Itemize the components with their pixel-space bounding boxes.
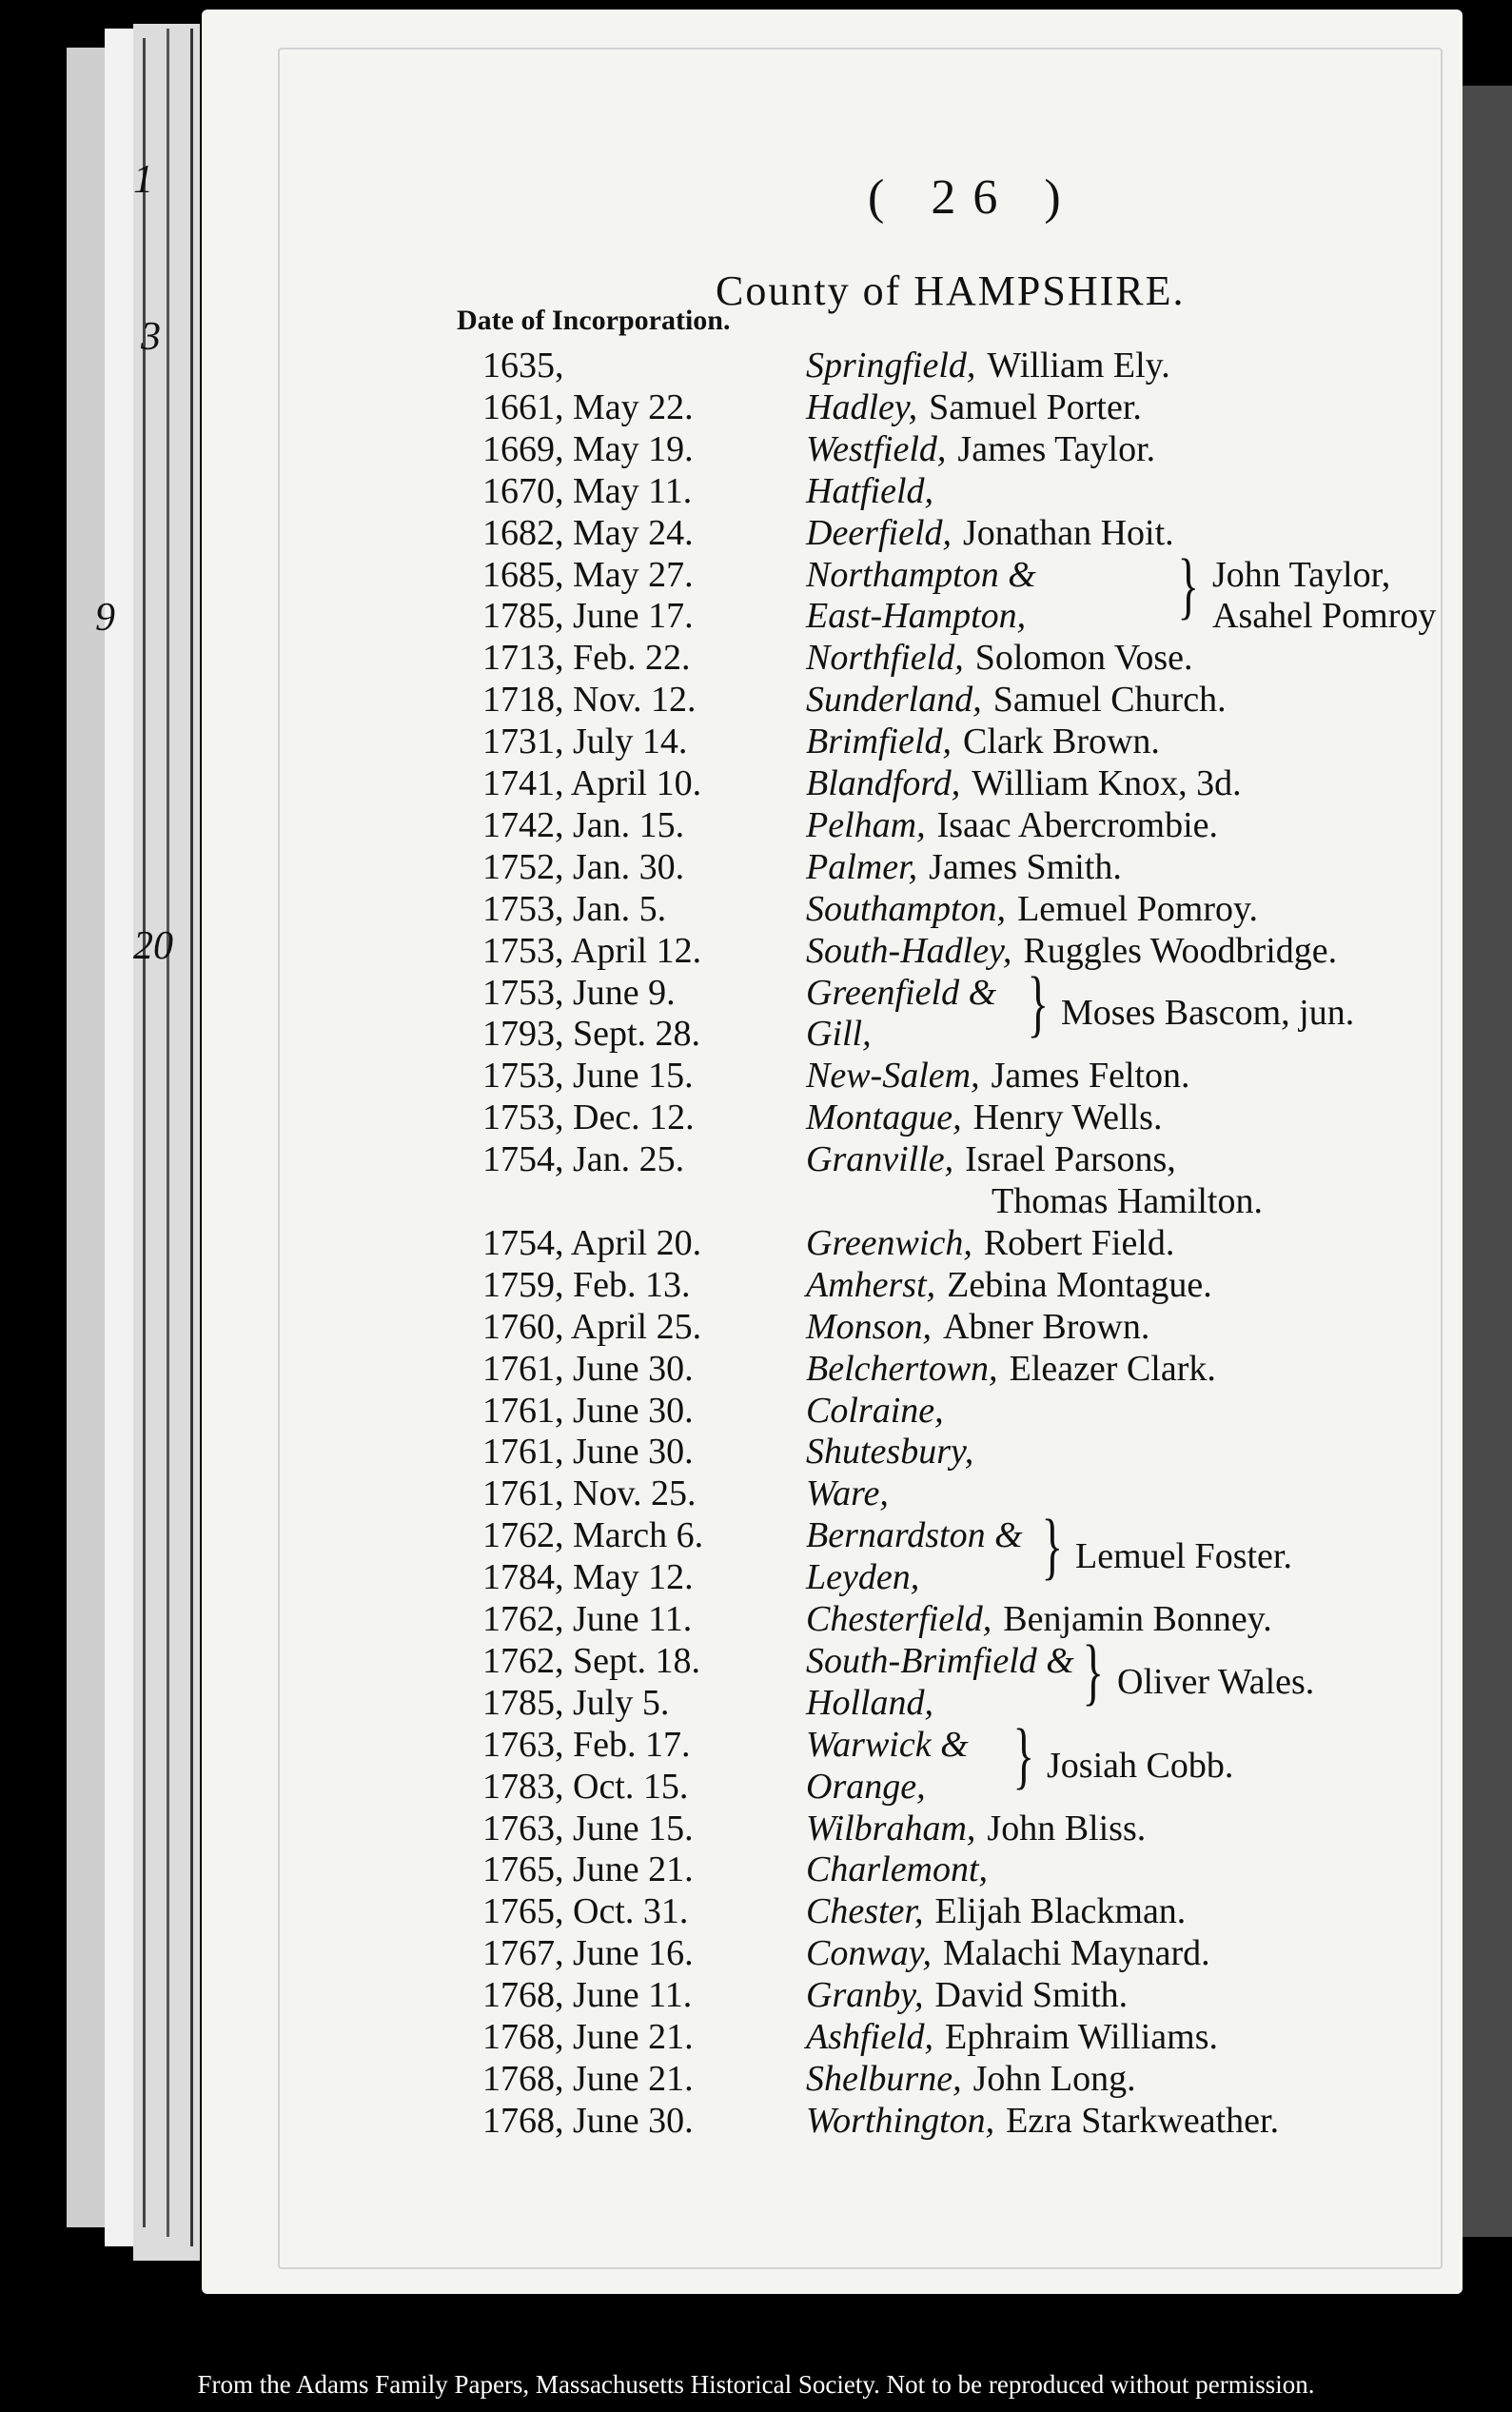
town-name-text: Granville,	[806, 1139, 954, 1180]
incorporation-date: 1741, April 10.	[482, 763, 702, 803]
incorporation-date: 1763, June 15.	[482, 1808, 694, 1849]
town-name	[806, 1808, 975, 1849]
town-name-text: Monson,	[806, 1306, 932, 1347]
town-name-text: Northfield,	[806, 638, 964, 679]
town-name-text: Southampton,	[806, 888, 1007, 929]
incorporation-date: 1669, May 19.	[482, 428, 694, 469]
town-name-text: East-Hampton,	[806, 596, 1027, 637]
town-name-text: New-Salem,	[806, 1056, 980, 1097]
town-name	[806, 345, 975, 386]
incorporation-date: 1661, May 22.	[482, 386, 694, 427]
town-name-text: Chester,	[806, 1891, 924, 1932]
incorporation-date: 1761, June 30.	[482, 1348, 694, 1389]
town-name-text: Wilbraham,	[806, 1808, 976, 1849]
town-name	[806, 888, 1006, 930]
town-name	[806, 721, 952, 762]
town-name	[806, 1556, 919, 1598]
copyright-footer: From the Adams Family Papers, Massachusetts Historical Society. Not to be reproduced without permission.	[197, 2370, 1315, 2399]
entry-row	[202, 762, 1463, 804]
representative-name: James Taylor.	[957, 428, 1156, 469]
entry-row	[202, 1473, 1463, 1514]
representative-name: Samuel Porter.	[929, 386, 1142, 427]
representative-name: Clark Brown.	[963, 722, 1160, 762]
town-name-text: Montague,	[806, 1097, 962, 1138]
town-name	[806, 1390, 944, 1432]
book-edge	[67, 48, 105, 2227]
representative-name: Lemuel Foster.	[1075, 1536, 1292, 1577]
curly-brace: }	[1012, 1712, 1034, 1796]
page-title: County of HAMPSHIRE.	[716, 267, 1186, 314]
town-name-text: Warwick &	[806, 1724, 969, 1765]
incorporation-date: 1784, May 12.	[482, 1557, 694, 1598]
town-name-text: Leyden,	[806, 1557, 920, 1598]
town-name	[806, 470, 933, 512]
town-name	[806, 1222, 972, 1264]
entry-row	[202, 2016, 1463, 2058]
incorporation-date: 1768, June 21.	[482, 2017, 694, 2057]
town-name-text: Shutesbury,	[806, 1432, 974, 1473]
representative-name: Zebina Montague.	[947, 1264, 1212, 1305]
representative-name: James Felton.	[991, 1056, 1190, 1097]
town-name	[806, 930, 1011, 972]
incorporation-date: 1718, Nov. 12.	[482, 680, 697, 721]
representative-name: Abner Brown.	[942, 1306, 1150, 1347]
incorporation-date: 1753, Jan. 5.	[482, 888, 667, 929]
entry-row	[202, 470, 1463, 512]
representative-name: Isaac Abercrombie.	[936, 804, 1218, 845]
town-name	[806, 1598, 992, 1640]
page-edge-line	[143, 38, 146, 2227]
town-name-text: South-Hadley,	[806, 930, 1012, 971]
entry-row	[202, 1766, 1463, 1808]
incorporation-date: 1761, June 30.	[482, 1390, 694, 1431]
town-name	[806, 846, 917, 888]
representative-name: David Smith.	[934, 1975, 1129, 2016]
entry-row	[202, 1932, 1463, 1974]
town-name	[806, 2100, 994, 2142]
book-page	[202, 10, 1463, 2294]
incorporation-date: 1765, Oct. 31.	[482, 1891, 689, 1932]
incorporation-date: 1682, May 24.	[482, 512, 694, 553]
curly-brace: }	[1082, 1629, 1104, 1712]
incorporation-date: 1761, Nov. 25.	[482, 1473, 697, 1514]
town-name	[806, 1974, 924, 2016]
entry-row	[202, 1431, 1463, 1473]
incorporation-date: 1752, Jan. 30.	[482, 846, 685, 887]
town-name-text: Conway,	[806, 1933, 932, 1974]
page-edge-line	[190, 29, 193, 2246]
representative-name: Eleazer Clark.	[1009, 1348, 1216, 1389]
town-name-text: Westfield,	[806, 428, 947, 469]
entry-row	[202, 804, 1463, 846]
representative-name: Benjamin Bonney.	[1003, 1599, 1272, 1639]
town-name	[806, 637, 964, 679]
entry-row	[202, 345, 1463, 386]
town-name	[806, 1138, 953, 1180]
town-name-text: Springfield,	[806, 346, 976, 386]
margin-note: 3	[141, 315, 161, 359]
town-name	[806, 1431, 973, 1473]
town-name-text: Gill,	[806, 1014, 872, 1055]
incorporation-date: 1685, May 27.	[482, 554, 694, 595]
entry-row	[202, 1264, 1463, 1306]
representative-name: Samuel Church.	[992, 680, 1227, 721]
town-name	[806, 554, 1036, 596]
representative-name: Moses Bascom, jun.	[1061, 993, 1355, 1034]
representative-name: James Smith.	[929, 846, 1122, 887]
representative-name: Solomon Vose.	[974, 638, 1193, 679]
page-edge-line	[167, 29, 169, 2237]
town-name-text: Charlemont,	[806, 1849, 989, 1890]
town-name	[806, 1055, 980, 1097]
entry-row	[202, 386, 1463, 428]
town-name-text: Hadley,	[806, 386, 918, 427]
town-name-text: Greenwich,	[806, 1222, 972, 1263]
representative-name: John Long.	[972, 2058, 1136, 2099]
entry-row	[202, 1180, 1463, 1222]
representative-name: Elijah Blackman.	[934, 1891, 1187, 1932]
town-name	[806, 1932, 932, 1974]
entry-row	[202, 1890, 1463, 1932]
incorporation-date: 1713, Feb. 22.	[482, 638, 691, 679]
book-edge	[105, 29, 133, 2246]
town-name	[806, 386, 917, 428]
incorporation-date: 1785, July 5.	[482, 1682, 670, 1723]
incorporation-date: 1742, Jan. 15.	[482, 804, 685, 845]
incorporation-date: 1783, Oct. 15.	[482, 1766, 689, 1807]
incorporation-date: 1753, Dec. 12.	[482, 1097, 695, 1138]
book-spine	[1461, 86, 1512, 2237]
entry-row	[202, 1348, 1463, 1390]
entry-row	[202, 1974, 1463, 2016]
town-name	[806, 1682, 933, 1724]
town-name-text: Worthington,	[806, 2100, 995, 2141]
town-name	[806, 762, 960, 804]
representative-name: Jonathan Hoit.	[963, 512, 1174, 553]
incorporation-date: 1763, Feb. 17.	[482, 1724, 691, 1765]
incorporation-date: 1760, April 25.	[482, 1306, 702, 1347]
town-name	[806, 1640, 1074, 1682]
curly-brace: }	[1041, 1504, 1063, 1588]
margin-note: 1	[133, 158, 153, 202]
entry-row	[202, 1055, 1463, 1097]
town-name-text: Bernardston &	[806, 1515, 1023, 1556]
town-name	[806, 679, 982, 721]
town-name-text: Blandford,	[806, 763, 961, 803]
representative-name: Josiah Cobb.	[1047, 1745, 1234, 1786]
entry-row	[202, 1390, 1463, 1432]
town-name-text: Ware,	[806, 1473, 889, 1514]
incorporation-date: 1793, Sept. 28.	[482, 1014, 701, 1055]
incorporation-date: 1753, June 9.	[482, 972, 676, 1013]
town-name	[806, 428, 946, 470]
representative-name: William Knox, 3d.	[972, 763, 1242, 803]
town-name	[806, 512, 952, 554]
town-name-text: Pelham,	[806, 804, 926, 845]
representative-name: Henry Wells.	[972, 1097, 1163, 1138]
town-name-text: Hatfield,	[806, 470, 934, 511]
town-name	[806, 1890, 924, 1932]
margin-note: 20	[133, 924, 173, 968]
town-name	[806, 2058, 962, 2100]
entry-row	[202, 679, 1463, 721]
entry-row	[202, 1306, 1463, 1348]
incorporation-date: 1753, April 12.	[482, 930, 702, 971]
incorporation-date: 1762, March 6.	[482, 1515, 704, 1556]
town-name-text: Chesterfield,	[806, 1599, 992, 1639]
town-name	[806, 1264, 935, 1306]
representative-name: Oliver Wales.	[1117, 1661, 1315, 1702]
town-name	[806, 1013, 872, 1055]
representative-name: Robert Field.	[983, 1222, 1175, 1263]
town-name-text: Colraine,	[806, 1390, 944, 1431]
representative-name: Malachi Maynard.	[942, 1933, 1210, 1974]
incorporation-date: 1762, Sept. 18.	[482, 1640, 701, 1681]
representative-name: Ephraim Williams.	[945, 2017, 1218, 2057]
entry-row	[202, 1724, 1463, 1766]
town-name	[806, 1514, 1023, 1556]
curly-brace: }	[1027, 960, 1049, 1044]
town-name-text: Shelburne,	[806, 2058, 962, 2099]
incorporation-date: 1785, June 17.	[482, 596, 694, 637]
incorporation-date: 1768, June 30.	[482, 2100, 694, 2141]
town-name-text: Palmer,	[806, 846, 918, 887]
entry-row	[202, 1097, 1463, 1138]
town-name	[806, 1766, 926, 1808]
town-name-text: Granby,	[806, 1975, 924, 2016]
incorporation-date: 1765, June 21.	[482, 1849, 694, 1890]
incorporation-date: 1759, Feb. 13.	[482, 1264, 691, 1305]
entry-row	[202, 1138, 1463, 1180]
entry-row	[202, 888, 1463, 930]
town-name-text: Ashfield,	[806, 2017, 934, 2057]
incorporation-date: 1731, July 14.	[482, 722, 688, 762]
incorporation-date: 1635,	[482, 346, 564, 386]
entry-row	[202, 846, 1463, 888]
town-name	[806, 972, 996, 1014]
representative-name: William Ely.	[987, 346, 1170, 386]
town-name	[806, 804, 926, 846]
representative-name: Asahel Pomroy	[1212, 596, 1437, 637]
town-name-text: Northampton &	[806, 554, 1036, 595]
town-name-text: Deerfield,	[806, 512, 952, 553]
entry-row	[202, 1808, 1463, 1849]
incorporation-date: 1761, June 30.	[482, 1432, 694, 1473]
town-name	[806, 1473, 889, 1514]
entry-row	[202, 930, 1463, 972]
town-name	[806, 1348, 998, 1390]
incorporation-date: 1754, Jan. 25.	[482, 1139, 685, 1180]
entry-row	[202, 721, 1463, 762]
incorporation-date: 1762, June 11.	[482, 1599, 693, 1639]
town-name	[806, 2016, 933, 2058]
town-name-text: Greenfield &	[806, 972, 997, 1013]
town-name-text: Amherst,	[806, 1264, 936, 1305]
entry-row	[202, 2100, 1463, 2142]
curly-brace: }	[1177, 543, 1199, 626]
entry-row	[202, 637, 1463, 679]
town-name-text: Sunderland,	[806, 680, 982, 721]
representative-name: John Taylor,	[1212, 554, 1391, 595]
representative-name: Ruggles Woodbridge.	[1023, 930, 1338, 971]
town-name-text: Brimfield,	[806, 722, 952, 762]
margin-note: 9	[95, 596, 115, 640]
representative-name: Lemuel Pomroy.	[1017, 888, 1258, 929]
town-name	[806, 1306, 932, 1348]
representative-name: John Bliss.	[987, 1808, 1147, 1849]
town-name-text: Orange,	[806, 1766, 926, 1807]
entry-row	[202, 512, 1463, 554]
entry-row	[202, 2058, 1463, 2100]
town-name	[806, 595, 1026, 637]
entry-row	[202, 1849, 1463, 1890]
incorporation-date: 1767, June 16.	[482, 1933, 694, 1974]
page-number: ( 26 )	[868, 170, 1078, 225]
incorporation-date: 1768, June 11.	[482, 1975, 693, 2016]
incorporation-date: 1753, June 15.	[482, 1056, 694, 1097]
representative-name: Thomas Hamilton.	[992, 1181, 1263, 1221]
date-column-header: Date of Incorporation.	[457, 305, 731, 336]
entry-row	[202, 1598, 1463, 1640]
town-name	[806, 1097, 962, 1138]
incorporation-date: 1670, May 11.	[482, 470, 693, 511]
town-name	[806, 1849, 988, 1890]
incorporation-date: 1754, April 20.	[482, 1222, 702, 1263]
town-name-text: South-Brimfield &	[806, 1640, 1074, 1681]
representative-name: Ezra Starkweather.	[1006, 2100, 1280, 2141]
entry-row	[202, 1222, 1463, 1264]
town-name	[806, 1724, 969, 1766]
entry-row	[202, 428, 1463, 470]
representative-name: Israel Parsons,	[965, 1139, 1176, 1180]
town-name-text: Belchertown,	[806, 1348, 998, 1389]
town-name-text: Holland,	[806, 1682, 934, 1723]
incorporation-date: 1768, June 21.	[482, 2058, 694, 2099]
